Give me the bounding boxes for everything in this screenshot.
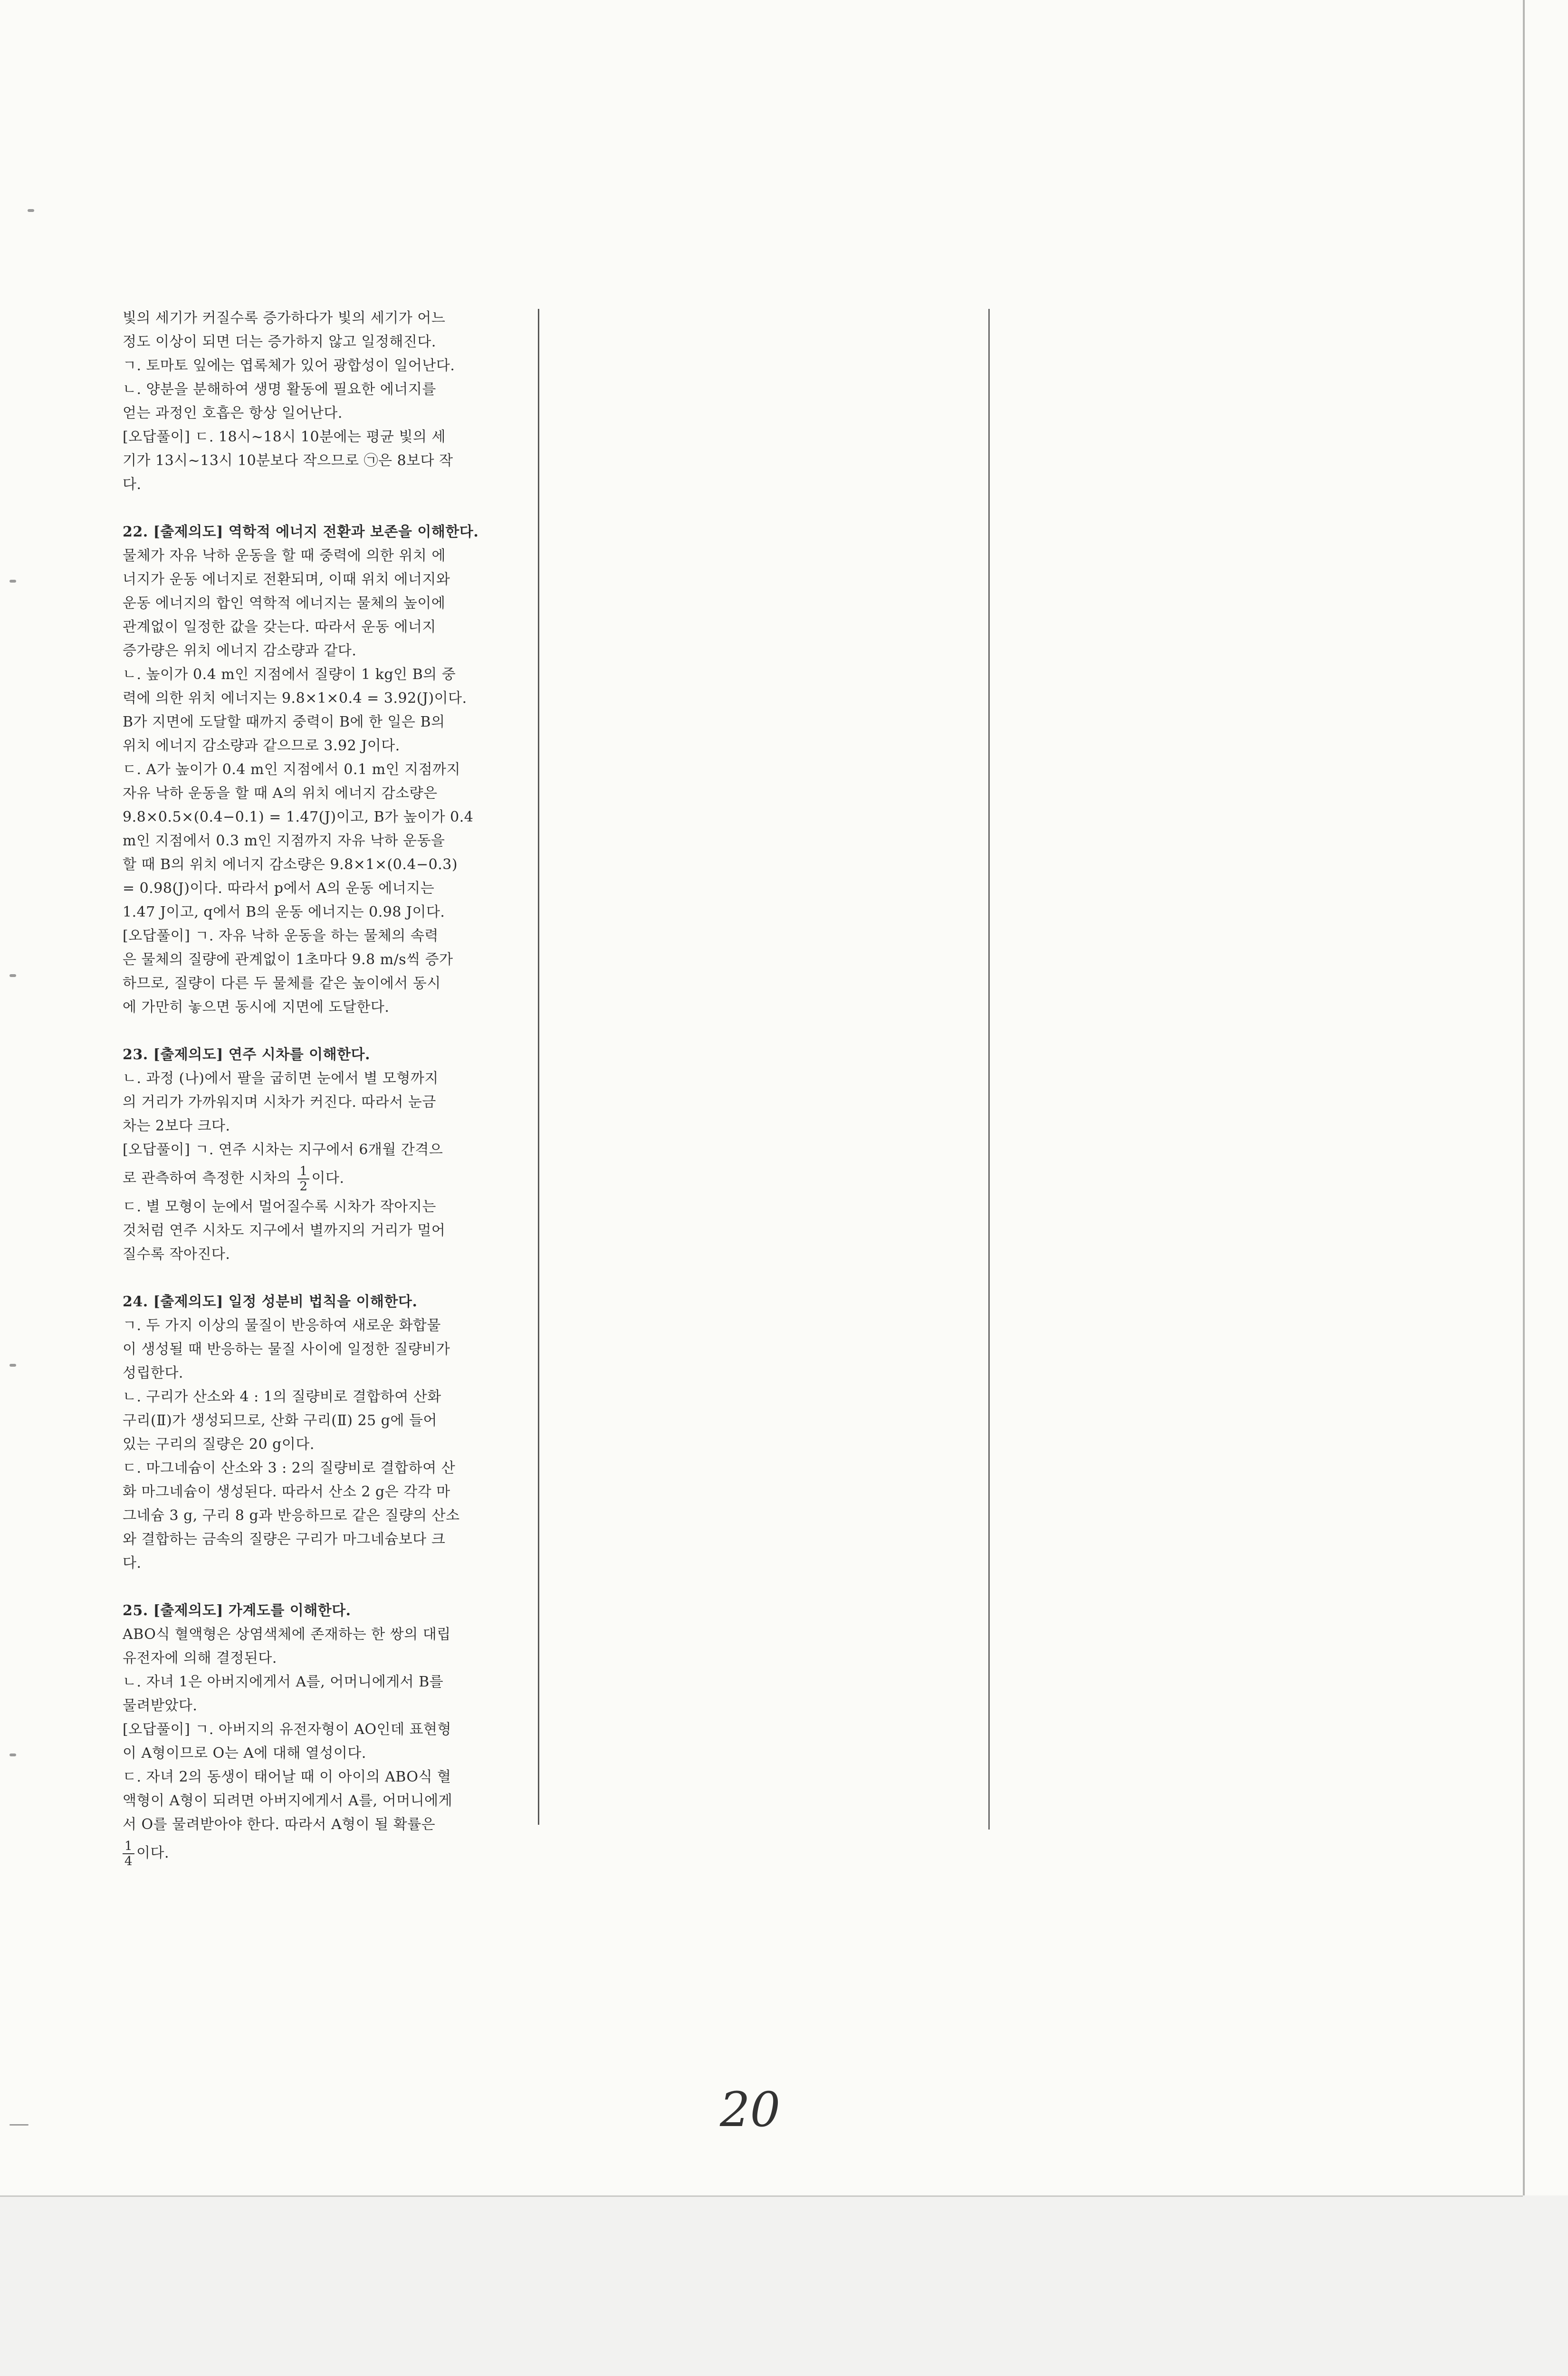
fraction-numerator: 1 (297, 1164, 309, 1179)
text-line: 물려받았다. (123, 1697, 198, 1714)
text-line: 다. (123, 1555, 142, 1571)
text-line: 다. (123, 476, 142, 493)
margin-mark (10, 1753, 16, 1756)
text-line: 이 A형이므로 O는 A에 대해 열성이다. (123, 1745, 366, 1762)
text-line: 너지가 운동 에너지로 전환되며, 이때 위치 에너지와 (123, 571, 450, 588)
text-line: 력에 의한 위치 에너지는 9.8×1×0.4 = 3.92(J)이다. (123, 690, 467, 707)
fraction-denominator: 2 (299, 1179, 308, 1194)
text-line: ㄷ. A가 높이가 0.4 m인 지점에서 0.1 m인 지점까지 (123, 761, 461, 778)
text-line: 운동 에너지의 합인 역학적 에너지는 물체의 높이에 (123, 595, 446, 612)
text-line: 9.8×0.5×(0.4−0.1) = 1.47(J)이고, B가 높이가 0.4 (123, 809, 474, 825)
scan-edge-right (1523, 0, 1525, 2195)
answer-column (123, 307, 532, 1870)
text-line: 와 결합하는 금속의 질량은 구리가 마그네슘보다 크 (123, 1531, 446, 1548)
text-line: 서 O를 물려받아야 한다. 따라서 A형이 될 확률은 (123, 1816, 436, 1833)
text-line: [오답풀이] ㄱ. 연주 시차는 지구에서 6개월 간격으 (123, 1141, 443, 1158)
margin-mark (10, 1364, 16, 1367)
text-line: ㄴ. 구리가 산소와 4 : 1의 질량비로 결합하여 산화 (123, 1389, 441, 1405)
column-divider-right (988, 309, 990, 1830)
text-line: 1.47 J이고, q에서 B의 운동 에너지는 0.98 J이다. (123, 904, 445, 920)
margin-mark (10, 2124, 29, 2126)
fraction-denominator: 4 (124, 1854, 133, 1868)
text-line: 정도 이상이 되면 더는 증가하지 않고 일정해진다. (123, 334, 436, 350)
spacer (123, 1266, 532, 1290)
text-line: 구리(Ⅱ)가 생성되므로, 산화 구리(Ⅱ) 25 g에 들어 (123, 1412, 437, 1429)
text-line: ㄷ. 자녀 2의 동생이 태어날 때 이 아이의 ABO식 혈 (123, 1769, 451, 1785)
text-line: [오답풀이] ㄱ. 아버지의 유전자형이 AO인데 표현형 (123, 1721, 452, 1738)
text-line: = 0.98(J)이다. 따라서 p에서 A의 운동 에너지는 (123, 880, 435, 897)
text-line: 질수록 작아진다. (123, 1246, 230, 1263)
text-line: 있는 구리의 질량은 20 g이다. (123, 1436, 315, 1453)
section-heading-24: 24. [출제의도] 일정 성분비 법칙을 이해한다. (123, 1293, 418, 1310)
column-divider-left (538, 309, 539, 1825)
text-line: 의 거리가 가까워지며 시차가 커진다. 따라서 눈금 (123, 1094, 436, 1111)
text-line: 증가량은 위치 에너지 감소량과 같다. (123, 642, 357, 659)
text-line: 얻는 과정인 호흡은 항상 일어난다. (123, 405, 343, 422)
margin-mark (10, 974, 16, 977)
scan-background-bottom (0, 2195, 1568, 2376)
page-number: 20 (720, 2082, 781, 2137)
text-line: 에 가만히 놓으면 동시에 지면에 도달한다. (123, 999, 390, 1016)
fraction-one-half (297, 1164, 309, 1194)
text-line: 하므로, 질량이 다른 두 물체를 같은 높이에서 동시 (123, 975, 441, 992)
text-line: 그네슘 3 g, 구리 8 g과 반응하므로 같은 질량의 산소 (123, 1507, 460, 1524)
text-line: [오답풀이] ㄷ. 18시~18시 10분에는 평균 빛의 세 (123, 429, 446, 445)
text-line: ABO식 혈액형은 상염색체에 존재하는 한 쌍의 대립 (123, 1626, 451, 1643)
fraction-numerator: 1 (123, 1839, 134, 1854)
spacer (123, 1575, 532, 1599)
section-heading-25: 25. [출제의도] 가계도를 이해한다. (123, 1602, 351, 1619)
text-line: ㄱ. 토마토 잎에는 엽록체가 있어 광합성이 일어난다. (123, 357, 455, 374)
text-line: m인 지점에서 0.3 m인 지점까지 자유 낙하 운동을 (123, 833, 445, 849)
text-line: ㄱ. 두 가지 이상의 물질이 반응하여 새로운 화합물 (123, 1317, 441, 1334)
text-line: 차는 2보다 크다. (123, 1118, 230, 1134)
text-line-with-fraction (123, 1162, 532, 1195)
text-line: 것처럼 연주 시차도 지구에서 별까지의 거리가 멀어 (123, 1222, 446, 1239)
scan-edge-bottom (0, 2195, 1523, 2197)
text-line: 성립한다. (123, 1365, 183, 1381)
text-segment: 이다. (311, 1170, 344, 1187)
spacer (123, 1019, 532, 1043)
text-line: 액형이 A형이 되려면 아버지에게서 A를, 어머니에게 (123, 1792, 453, 1809)
margin-mark (10, 580, 16, 583)
text-line: 물체가 자유 낙하 운동을 할 때 중력에 의한 위치 에 (123, 547, 446, 564)
text-line: ㄴ. 과정 (나)에서 팔을 굽히면 눈에서 별 모형까지 (123, 1070, 439, 1087)
text-line: ㄴ. 높이가 0.4 m인 지점에서 질량이 1 kg인 B의 중 (123, 666, 456, 683)
text-line: 유전자에 의해 결정된다. (123, 1650, 277, 1667)
section-heading-22: 22. [출제의도] 역학적 에너지 전환과 보존을 이해한다. (123, 524, 479, 540)
text-segment: 로 관측하여 측정한 시차의 (123, 1170, 291, 1187)
fraction-one-quarter (123, 1839, 134, 1868)
text-line: [오답풀이] ㄱ. 자유 낙하 운동을 하는 물체의 속력 (123, 928, 439, 944)
text-line: 화 마그네슘이 생성된다. 따라서 산소 2 g은 각각 마 (123, 1484, 450, 1500)
text-line: ㄴ. 자녀 1은 아버지에게서 A를, 어머니에게서 B를 (123, 1674, 444, 1690)
text-line: 관계없이 일정한 값을 갖는다. 따라서 운동 에너지 (123, 619, 436, 635)
text-line: 위치 에너지 감소량과 같으므로 3.92 J이다. (123, 738, 400, 754)
spacer (123, 497, 532, 520)
text-line: 이 생성될 때 반응하는 물질 사이에 일정한 질량비가 (123, 1341, 450, 1358)
text-line: 할 때 B의 위치 에너지 감소량은 9.8×1×(0.4−0.3) (123, 856, 458, 873)
text-line: ㄴ. 양분을 분해하여 생명 활동에 필요한 에너지를 (123, 381, 436, 398)
text-line: 기가 13시~13시 10분보다 작으므로 ㉠은 8보다 작 (123, 452, 453, 469)
margin-mark (28, 209, 34, 212)
text-segment: 이다. (136, 1845, 170, 1861)
text-line-with-fraction (123, 1837, 532, 1870)
text-line: ㄷ. 별 모형이 눈에서 멀어질수록 시차가 작아지는 (123, 1198, 436, 1215)
text-line: ㄷ. 마그네슘이 산소와 3 : 2의 질량비로 결합하여 산 (123, 1460, 456, 1476)
text-line: 은 물체의 질량에 관계없이 1초마다 9.8 m/s씩 증가 (123, 951, 453, 968)
text-line: B가 지면에 도달할 때까지 중력이 B에 한 일은 B의 (123, 714, 445, 730)
section-heading-23: 23. [출제의도] 연주 시차를 이해한다. (123, 1046, 371, 1063)
text-line: 빛의 세기가 커질수록 증가하다가 빛의 세기가 어느 (123, 310, 446, 326)
text-line: 자유 낙하 운동을 할 때 A의 위치 에너지 감소량은 (123, 785, 438, 802)
